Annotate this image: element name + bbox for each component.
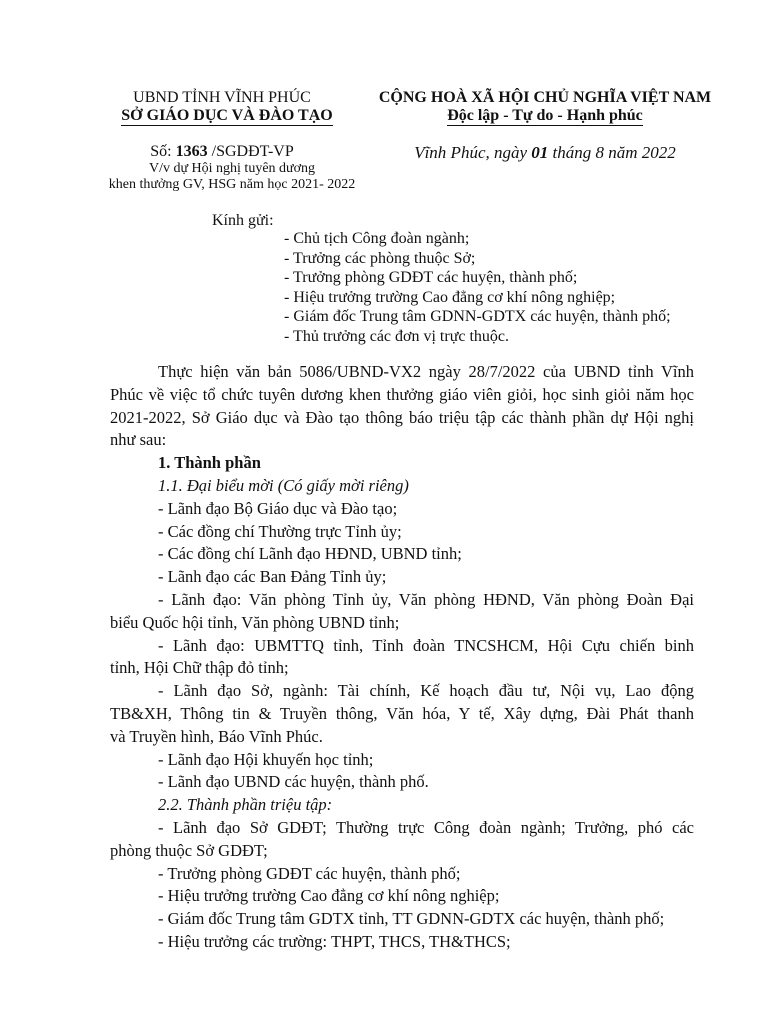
invitee-item-line: - Lãnh đạo: Văn phòng Tỉnh ủy, Văn phòng HĐND, Văn phòng Đoàn Đại: [158, 590, 694, 609]
recipient-item: - Trưởng phòng GDĐT các huyện, thành phố;: [284, 269, 578, 286]
attendee-item-line: - Trưởng phòng GDĐT các huyện, thành phố;: [158, 863, 461, 883]
invitee-item-line: và Truyền hình, Báo Vĩnh Phúc.: [110, 726, 323, 746]
issue-date: [366, 143, 724, 163]
invitee-item-line: - Lãnh đạo UBND các huyện, thành phố.: [158, 772, 429, 792]
recipients-title: Kính gửi:: [212, 212, 274, 229]
intro-paragraph-line: Phúc về việc tổ chức tuyên dương khen thưởng giáo viên giỏi, học sinh giỏi năm học: [110, 384, 694, 404]
invitee-item-line: - Lãnh đạo Bộ Giáo dục và Đào tạo;: [158, 498, 398, 518]
recipient-item: - Trưởng các phòng thuộc Sở;: [284, 249, 476, 267]
invitee-item-line: tỉnh, Hội Chữ thập đỏ tỉnh;: [110, 658, 289, 678]
subsection-heading: 2.2. Thành phần triệu tập:: [158, 795, 333, 815]
authority-line: UBND TỈNH VĨNH PHÚC: [133, 89, 311, 106]
invitee-item-line: - Các đồng chí Lãnh đạo HĐND, UBND tỉnh;: [158, 544, 462, 564]
recipient-item: - Hiệu trưởng trường Cao đẳng cơ khí nông nghiệp;: [284, 288, 616, 306]
doc-number: [112, 143, 332, 161]
date-suffix: tháng 8 năm 2022: [548, 143, 676, 162]
invitee-item-line: - Các đồng chí Thường trực Tỉnh ủy;: [158, 521, 402, 541]
invitee-item-line: - Lãnh đạo: UBMTTQ tỉnh, Tỉnh đoàn TNCSHCM, Hội Cựu chiến binh: [158, 635, 694, 655]
invitee-item-line: - Lãnh đạo Hội khuyến học tỉnh;: [158, 749, 374, 769]
date-prefix: Vĩnh Phúc, ngày: [414, 143, 532, 162]
invitee-item-line: TB&XH, Thông tin & Truyền thông, Văn hóa, Y tế, Xây dựng, Đài Phát thanh: [110, 704, 694, 723]
subject-line-1: [82, 161, 382, 177]
recipient-item: - Chủ tịch Công đoàn ngành;: [284, 230, 470, 247]
doc-number-prefix: Số:: [150, 143, 176, 160]
country-line: CỘNG HOÀ XÃ HỘI CHỦ NGHĨA VIỆT NAM: [378, 89, 712, 106]
authority-name: [112, 89, 332, 107]
subject-text-2: khen thưởng GV, HSG năm học 2021- 2022: [108, 177, 356, 192]
attendee-item-line: - Lãnh đạo Sở GDĐT; Thường trực Công đoàn ngành; Trưởng, phó các: [158, 818, 694, 837]
department-name: [112, 107, 342, 125]
intro-paragraph-line: như sau:: [110, 430, 167, 450]
intro-paragraph-line: 2021-2022, Sở Giáo dục và Đào tạo thông báo triệu tập các thành phần dự Hội nghị: [110, 407, 694, 427]
invitee-item-line: - Lãnh đạo các Ban Đảng Tỉnh ủy;: [158, 567, 387, 587]
subject-line-2: [82, 177, 382, 193]
recipient-item: - Giám đốc Trung tâm GDNN-GDTX các huyện, thành phố;: [284, 308, 671, 325]
recipient-item: - Thủ trưởng các đơn vị trực thuộc.: [284, 327, 510, 345]
subsection-heading: 1.1. Đại biểu mời (Có giấy mời riêng): [158, 476, 409, 495]
attendee-item-line: - Hiệu trưởng trường Cao đẳng cơ khí nông nghiệp;: [158, 886, 500, 906]
doc-number-value: 1363: [175, 143, 208, 160]
department-line: SỞ GIÁO DỤC VÀ ĐÀO TẠO: [121, 107, 333, 124]
section-heading: 1. Thành phần: [158, 453, 261, 473]
attendee-item-line: phòng thuộc Sở GDĐT;: [110, 840, 268, 860]
subject-text-1: V/v dự Hội nghị tuyên dương: [148, 161, 316, 176]
country-name: [366, 89, 724, 107]
attendee-item-line: - Giám đốc Trung tâm GDTX tỉnh, TT GDNN-GDTX các huyện, thành phố;: [158, 909, 665, 929]
invitee-item-line: biểu Quốc hội tỉnh, Văn phòng UBND tỉnh;: [110, 612, 400, 632]
invitee-item-line: - Lãnh đạo Sở, ngành: Tài chính, Kế hoạch đầu tư, Nội vụ, Lao động: [158, 681, 694, 701]
date-day: 01: [531, 143, 549, 162]
doc-number-suffix: /SGDĐT-VP: [207, 143, 294, 160]
intro-paragraph-line: Thực hiện văn bản 5086/UBND-VX2 ngày 28/7/2022 của UBND tỉnh Vĩnh: [158, 362, 694, 381]
motto-line: Độc lập - Tự do - Hạnh phúc: [447, 107, 643, 124]
motto: [366, 107, 724, 125]
attendee-item-line: - Hiệu trưởng các trường: THPT, THCS, TH&THCS;: [158, 932, 511, 951]
